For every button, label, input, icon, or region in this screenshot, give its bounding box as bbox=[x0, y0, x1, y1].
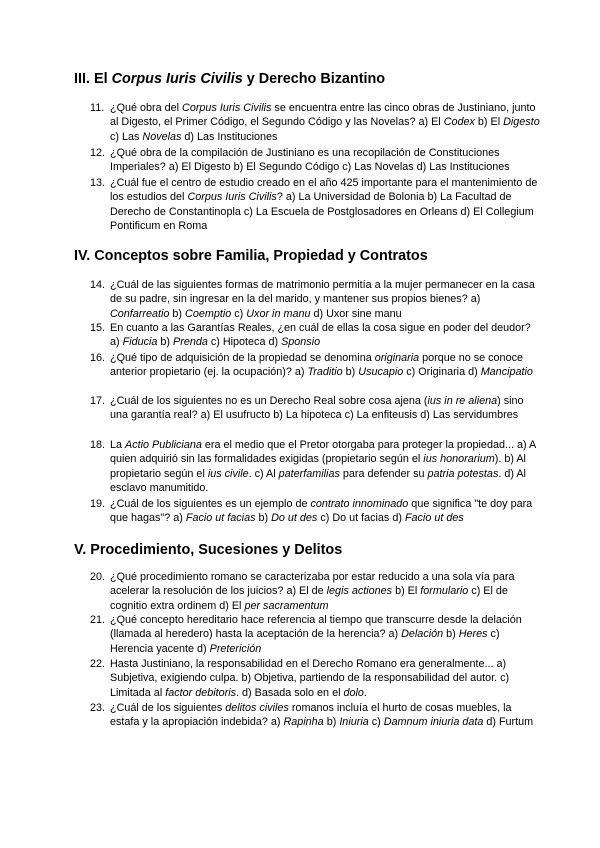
italic-term: factor debitoris bbox=[165, 686, 237, 699]
question-item: 16. ¿Qué tipo de adquisición de la propiedad se denomina originaria porque no se conoce anterior propietario (ej. la ocupación)? a) Traditio b) Usucapio c) Originaria d) Mancipatio bbox=[90, 352, 533, 379]
section-heading-iv: IV. Conceptos sobre Familia, Propiedad y Contratos bbox=[74, 248, 428, 264]
question-text: ¿Qué concepto hereditario hace referencia al tiempo que transcurre desde la delación (llamada al heredero) hasta la aceptación de la herencia? a) bbox=[110, 614, 522, 641]
question-item: 14. ¿Cuál de las siguientes formas de matrimonio permitía a la mujer permanecer en la casa de su padre, sin ingresar en la del marido, y mantener sus propios bienes? a) Confarreatio b) Coemptio c) Uxor in manu d) Uxor sine manu bbox=[90, 279, 535, 320]
question-text: ¿Cuál fue el centro de estudio creado en el año 425 importante para el mantenimiento de los estudios del bbox=[110, 177, 538, 204]
question-text: ). b) Al propietario según el bbox=[110, 453, 526, 480]
italic-term: Usucapio bbox=[358, 366, 404, 379]
question-text: c) bbox=[368, 716, 384, 729]
italic-term: Damnum iniuria data bbox=[383, 716, 484, 729]
question-text: ¿Cuál de los siguientes bbox=[110, 702, 226, 714]
question-text: ¿Qué obra de la compilación de Justiniano es una recopilación de Constituciones Imperiales? a) El Digesto b) El Segundo Código c) Las Novelas d) Las Instituciones bbox=[110, 147, 510, 174]
question-text: ¿Qué obra del bbox=[110, 102, 183, 114]
question-text: ? a) La Universidad de Bolonia b) La Facultad de Derecho de Constantinopla c) La Escuela de Postglosadores en Orleans d) El Collegium Pontificum en Roma bbox=[110, 191, 534, 233]
italic-term: Actio Publiciana bbox=[125, 439, 202, 451]
question-item: 11. ¿Qué obra del Corpus Iuris Civilis se encuentra entre las cinco obras de Justiniano, junto al Digesto, el Primer Código, el Segundo Código y las Novelas? a) El Codex b) El Digesto c) Las Novelas d) Las Instituciones bbox=[90, 102, 540, 143]
question-text: . bbox=[363, 686, 367, 699]
question-text: b) bbox=[323, 716, 340, 729]
italic-term: paterfamilias bbox=[278, 467, 340, 480]
question-item: 20. ¿Qué procedimiento romano se caracterizaba por estar reducido a una sola vía para acelerar la resolución de los juicios? a) El de legis actiones b) El formulario c) El de cognitio extra ordinem d) El per sacramentum bbox=[90, 571, 515, 612]
question-text: En cuanto a las Garantías Reales, ¿en cuál de ellas la cosa sigue en poder del deudor? a) bbox=[110, 322, 531, 349]
question-text: . d) Al esclavo manumitido. bbox=[110, 467, 526, 495]
question-item: 12. ¿Qué obra de la compilación de Justiniano es una recopilación de Constituciones Imperiales? a) El Digesto b) El Segundo Código c) Las Novelas d) Las Instituciones bbox=[90, 147, 510, 174]
italic-term: Novelas bbox=[142, 130, 182, 143]
question-text: b) bbox=[169, 307, 186, 320]
italic-term: Traditio bbox=[307, 366, 343, 379]
italic-term: Prenda bbox=[173, 336, 208, 349]
italic-term: ius civile bbox=[207, 467, 249, 480]
italic-term: ius honorarium bbox=[423, 453, 495, 466]
question-text: d) Las Instituciones bbox=[181, 130, 278, 143]
italic-term: Corpus Iuris Civilis bbox=[182, 102, 272, 114]
question-text: c) Originaria d) bbox=[403, 366, 481, 379]
italic-term: Uxor in manu bbox=[246, 307, 311, 320]
question-item: 17. ¿Cuál de los siguientes no es un Derecho Real sobre cosa ajena (ius in re aliena) sino una garantía real? a) El usufructo b) La hipoteca c) La enfiteusis d) Las servidumbres bbox=[90, 395, 524, 422]
italic-term: patria potestas bbox=[427, 467, 499, 480]
italic-term: Mancipatio bbox=[480, 366, 533, 379]
italic-term: originaria bbox=[374, 352, 420, 364]
question-text: b) bbox=[157, 336, 174, 349]
question-text: c) Do ut facias d) bbox=[317, 512, 405, 525]
italic-term: Facio ut facias bbox=[185, 512, 256, 525]
italic-term: delitos civiles bbox=[225, 702, 289, 714]
question-text: Hasta Justiniano, la responsabilidad en el Derecho Romano era generalmente... a) Subjetiva, exigiendo culpa. b) Objetiva, partiendo de la responsabilidad del autor. c) Limitada al bbox=[110, 658, 510, 699]
italic-term: formulario bbox=[420, 585, 469, 598]
question-text: ) sino una garantía real? a) El usufructo b) La hipoteca c) La enfiteusis d) Las servidumbres bbox=[110, 395, 524, 422]
question-text: La bbox=[110, 439, 126, 451]
question-text: ¿Qué tipo de adquisición de la propiedad se denomina bbox=[110, 352, 375, 364]
italic-term: dolo bbox=[343, 686, 364, 699]
question-text: ¿Cuál de las siguientes formas de matrimonio permitía a la mujer permanecer en la casa de su padre, sin ingresar en la del marido, y mantener sus propios bienes? a) bbox=[110, 279, 535, 306]
italic-term: Delación bbox=[401, 628, 444, 641]
italic-term: Rapinha bbox=[283, 716, 324, 729]
italic-term: Codex bbox=[443, 116, 475, 129]
italic-term: Corpus Iuris Civilis bbox=[187, 191, 277, 204]
italic-term: per sacramentum bbox=[244, 599, 329, 612]
question-text: para defender su bbox=[339, 467, 428, 480]
question-text: era el medio que el Pretor otorgaba para proteger la propiedad... a) A quien adquirió sin las formalidades exigidas (propietario según el bbox=[110, 439, 536, 466]
question-text: . d) Basada solo en el bbox=[236, 686, 344, 699]
italic-term: Heres bbox=[458, 628, 488, 641]
section-heading-v: V. Procedimiento, Sucesiones y Delitos bbox=[74, 542, 343, 558]
question-text: b) El bbox=[474, 116, 504, 129]
italic-term: Facio ut des bbox=[404, 512, 464, 525]
question-text: ¿Qué procedimiento romano se caracterizaba por estar reducido a una sola vía para acelerar la resolución de los juicios? a) El de bbox=[110, 571, 515, 598]
question-text: porque no se conoce anterior propietario (ej. la ocupación)? a) bbox=[110, 352, 523, 379]
italic-term: Fiducia bbox=[122, 336, 158, 349]
section-heading-iii: III. El Corpus Iuris Civilis y Derecho Bizantino bbox=[74, 71, 386, 87]
question-item: 19. ¿Cuál de los siguientes es un ejemplo de contrato innominado que significa "te doy para que hagas"? a) Facio ut facias b) Do ut des c) Do ut facias d) Facio ut des bbox=[90, 498, 533, 525]
italic-term: Sponsio bbox=[281, 336, 321, 349]
italic-term: Iniuria bbox=[339, 716, 369, 729]
question-item: 21. ¿Qué concepto hereditario hace referencia al tiempo que transcurre desde la delación (llamada al heredero) hasta la aceptación de la herencia? a) Delación b) Heres c) Herencia yacente d) Preterición bbox=[90, 614, 522, 655]
italic-term: ius in re aliena bbox=[427, 395, 498, 407]
question-text: c) El de cognitio extra ordinem d) El bbox=[110, 585, 508, 612]
question-text: c) Hipoteca d) bbox=[207, 336, 282, 349]
question-item: 18. La Actio Publiciana era el medio que el Pretor otorgaba para proteger la propiedad... a) A quien adquirió sin las formalidades exigidas (propietario según el ius honorarium). b) Al propietario según el ius civile. c) Al paterfamilias para defender su patria potestas. d) Al esclavo manumitido. bbox=[90, 439, 536, 495]
question-item: 13. ¿Cuál fue el centro de estudio creado en el año 425 importante para el mantenimiento de los estudios del Corpus Iuris Civilis? a) La Universidad de Bolonia b) La Facultad de Derecho de Constantinopla c) La Escuela de Postglosadores en Orleans d) El Collegium Pontificum en Roma bbox=[90, 177, 538, 233]
italic-term: Do ut des bbox=[271, 512, 318, 525]
question-item: 15. En cuanto a las Garantías Reales, ¿en cuál de ellas la cosa sigue en poder del deudor? a) Fiducia b) Prenda c) Hipoteca d) Sponsio bbox=[90, 322, 531, 349]
question-text: b) El bbox=[392, 585, 421, 598]
question-text: ¿Cuál de los siguientes no es un Derecho Real sobre cosa ajena ( bbox=[110, 395, 428, 407]
italic-term: Preterición bbox=[209, 642, 262, 655]
italic-term: Confarreatio bbox=[110, 307, 170, 320]
italic-term: Coemptio bbox=[185, 307, 232, 320]
question-text: . c) Al bbox=[248, 467, 279, 480]
question-item: 23. ¿Cuál de los siguientes delitos civiles romanos incluía el hurto de cosas muebles, la estafa y la apropiación indebida? a) Rapinha b) Iniuria c) Damnum iniuria data d) Furtum bbox=[90, 702, 534, 729]
italic-term: contrato innominado bbox=[310, 498, 409, 510]
question-item: 22. Hasta Justiniano, la responsabilidad en el Derecho Romano era generalmente... a) Subjetiva, exigiendo culpa. b) Objetiva, partiendo de la responsabilidad del autor. c) Limitada al factor debitoris. d) Basada solo en el dolo. bbox=[90, 658, 510, 699]
italic-term: Digesto bbox=[503, 116, 540, 129]
question-text: se encuentra entre las cinco obras de Justiniano, junto al Digesto, el Primer Código, el Segundo Código y las Novelas? a) El bbox=[110, 102, 536, 129]
question-text: c) Herencia yacente d) bbox=[110, 628, 500, 655]
question-text: b) bbox=[342, 366, 359, 379]
question-text: b) bbox=[443, 628, 459, 641]
question-text: c) Las bbox=[110, 130, 143, 143]
question-text: ¿Cuál de los siguientes es un ejemplo de bbox=[110, 498, 311, 510]
question-text: b) bbox=[255, 512, 272, 525]
italic-term: legis actiones bbox=[326, 585, 393, 598]
question-text: romanos incluía el hurto de cosas muebles, la estafa y la apropiación indebida? a) bbox=[110, 702, 512, 729]
question-text: d) Furtum bbox=[483, 716, 534, 729]
question-text: que significa "te doy para que hagas"? a) bbox=[110, 498, 533, 525]
question-text: c) bbox=[231, 307, 247, 320]
question-text: d) Uxor sine manu bbox=[310, 307, 402, 320]
